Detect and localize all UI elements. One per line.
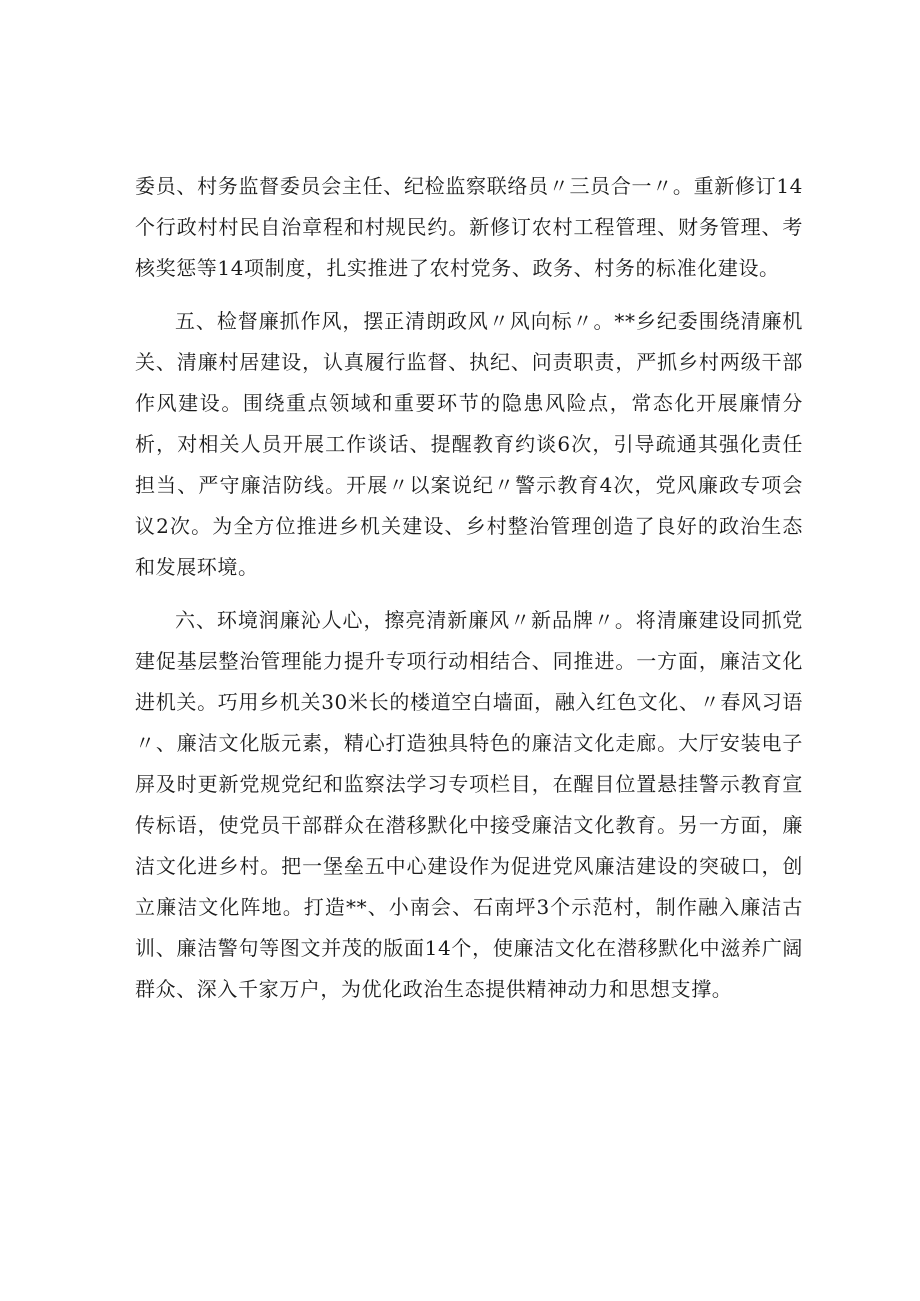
document-body (135, 166, 803, 1010)
paragraph-gap (135, 289, 803, 301)
paragraph-section-six: 六、环境润廉沁人心，擦亮清新廉风〃新品牌〃。将清廉建设同抓党建促基层整治管理能力提升专项行动相结合、同推进。一方面，廉洁文化进机关。巧用乡机关30米长的楼道空白墙面，融入红色文化、〃春风习语〃、廉洁文化版元素，精心打造独具特色的廉洁文化走廊。大厅安装电子屏及时更新党规党纪和监察法学习专项栏目，在醒目位置悬挂警示教育宣传标语，使党员干部群众在潜移默化中接受廉洁文化教育。另一方面，廉洁文化进乡村。把一堡垒五中心建设作为促进党风廉洁建设的突破口，创立廉洁文化阵地。打造**、小南会、石南坪3个示范村，制作融入廉洁古训、廉洁警句等图文并茂的版面14个，使廉洁文化在潜移默化中滋养广阔群众、深入千家万户，为优化政治生态提供精神动力和思想支撑。 (135, 608, 803, 1001)
paragraph-gap (135, 588, 803, 600)
paragraph-continuation: 委员、村务监督委员会主任、纪检监察联络员〃三员合一〃。重新修订14个行政村村民自治章程和村规民约。新修订农村工程管理、财务管理、考核奖惩等14项制度，扎实推进了农村党务、政务、村务的标准化建设。 (135, 174, 803, 280)
paragraph-section-five: 五、检督廉抓作风，摆正清朗政风〃风向标〃。**乡纪委围绕清廉机关、清廉村居建设，认真履行监督、执纪、问责职责，严抓乡村两级干部作风建设。围绕重点领域和重要环节的隐患风险点，常态化开展廉情分析，对相关人员开展工作谈话、提醒教育约谈6次，引导疏通其强化责任担当、严守廉洁防线。开展〃以案说纪〃警示教育4次，党风廉政专项会议2次。为全方位推进乡机关建设、乡村整治管理创造了良好的政治生态和发展环境。 (135, 309, 803, 579)
